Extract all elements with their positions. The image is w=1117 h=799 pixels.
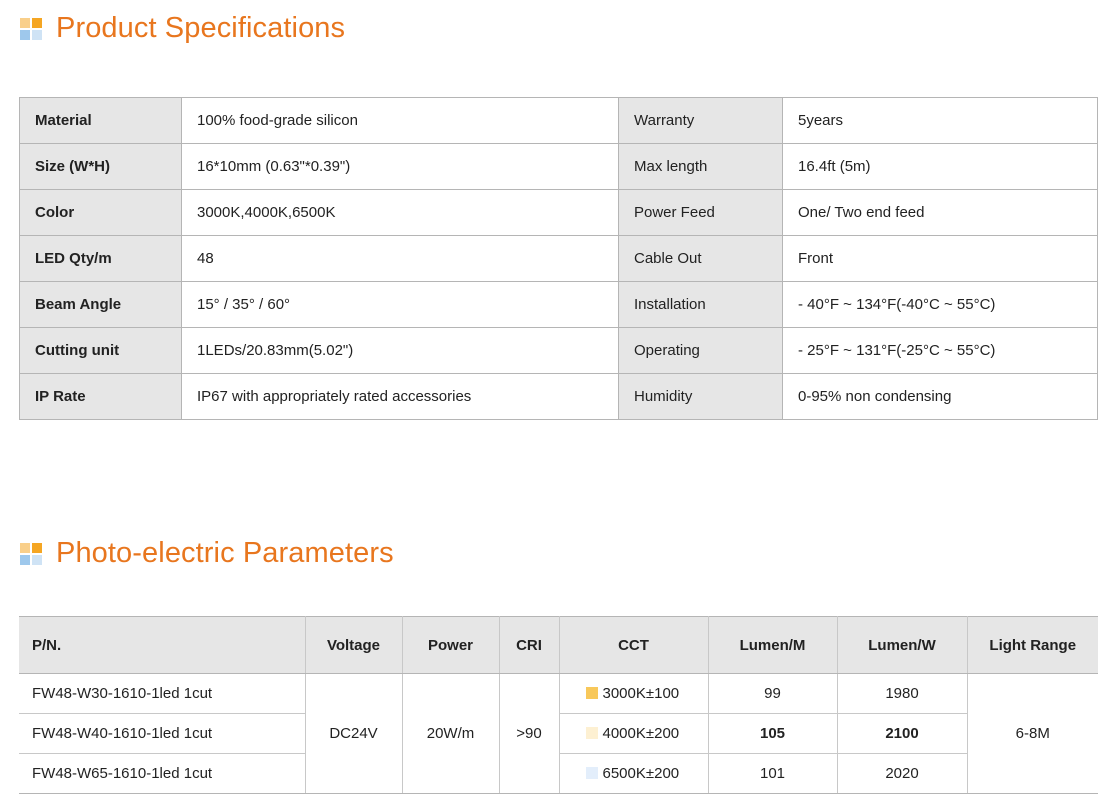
spec-value: 16*10mm (0.63"*0.39") (182, 144, 619, 190)
cct-value: 3000K±100 (602, 685, 680, 702)
photo-electric-heading (20, 537, 394, 570)
spec-label: Material (20, 98, 182, 144)
cct-cell (559, 754, 708, 794)
spec-value: Front (783, 236, 1098, 282)
table-row (19, 754, 1098, 794)
table-row (20, 190, 1098, 236)
spec-value: 1LEDs/20.83mm(5.02") (182, 328, 619, 374)
cct-value: 4000K±200 (602, 725, 680, 742)
spec-value: One/ Two end feed (783, 190, 1098, 236)
column-header: Voltage (305, 617, 402, 674)
table-header-row (19, 617, 1098, 674)
spec-value: 16.4ft (5m) (783, 144, 1098, 190)
cct-cell (559, 714, 708, 754)
spec-value: - 25°F ~ 131°F(-25°C ~ 55°C) (783, 328, 1098, 374)
spec-label: Installation (619, 282, 783, 328)
part-number-cell: FW48-W65-1610-1led 1cut (19, 754, 305, 794)
table-row (20, 98, 1098, 144)
spec-value: 5years (783, 98, 1098, 144)
spec-value: IP67 with appropriately rated accessories (182, 374, 619, 420)
lumen-w-cell: 1980 (837, 674, 967, 714)
spec-label: Operating (619, 328, 783, 374)
light-range-cell: 6-8M (967, 674, 1098, 794)
spec-label: Color (20, 190, 182, 236)
table-row (19, 674, 1098, 714)
column-header: P/N. (19, 617, 305, 674)
product-specifications-heading (20, 12, 345, 45)
spec-label: Cable Out (619, 236, 783, 282)
table-row (20, 328, 1098, 374)
color-swatch-icon (586, 767, 598, 779)
section-title: Product Specifications (56, 12, 346, 44)
spec-label: Max length (619, 144, 783, 190)
cct-value: 6500K±200 (602, 765, 680, 782)
spec-label: Cutting unit (20, 328, 182, 374)
column-header: Power (402, 617, 499, 674)
power-cell: 20W/m (402, 674, 499, 794)
spec-label: IP Rate (20, 374, 182, 420)
grid-squares-icon (20, 543, 42, 565)
table-row (19, 714, 1098, 754)
table-row (20, 374, 1098, 420)
spec-label: Beam Angle (20, 282, 182, 328)
voltage-cell: DC24V (305, 674, 402, 794)
spec-label: LED Qty/m (20, 236, 182, 282)
section-title: Photo-electric Parameters (56, 537, 394, 569)
table-row (20, 282, 1098, 328)
color-swatch-icon (586, 727, 598, 739)
spec-table (19, 97, 1098, 420)
lumen-m-cell: 101 (708, 754, 837, 794)
column-header: Lumen/M (708, 617, 837, 674)
spec-label: Humidity (619, 374, 783, 420)
grid-squares-icon (20, 18, 42, 40)
column-header: CCT (559, 617, 708, 674)
lumen-m-cell: 105 (708, 714, 837, 754)
lumen-m-cell: 99 (708, 674, 837, 714)
column-header: Lumen/W (837, 617, 967, 674)
color-swatch-icon (586, 687, 598, 699)
table-row (20, 236, 1098, 282)
spec-value: 3000K,4000K,6500K (182, 190, 619, 236)
lumen-w-cell: 2020 (837, 754, 967, 794)
spec-label: Warranty (619, 98, 783, 144)
column-header: CRI (499, 617, 559, 674)
spec-label: Power Feed (619, 190, 783, 236)
column-header: Light Range (967, 617, 1098, 674)
part-number-cell: FW48-W30-1610-1led 1cut (19, 674, 305, 714)
spec-value: 100% food-grade silicon (182, 98, 619, 144)
lumen-w-cell: 2100 (837, 714, 967, 754)
photo-electric-table (19, 616, 1098, 794)
spec-value: - 40°F ~ 134°F(-40°C ~ 55°C) (783, 282, 1098, 328)
spec-value: 0-95% non condensing (783, 374, 1098, 420)
cct-cell (559, 674, 708, 714)
table-row (20, 144, 1098, 190)
spec-value: 15° / 35° / 60° (182, 282, 619, 328)
part-number-cell: FW48-W40-1610-1led 1cut (19, 714, 305, 754)
spec-label: Size (W*H) (20, 144, 182, 190)
cri-cell: >90 (499, 674, 559, 794)
spec-value: 48 (182, 236, 619, 282)
